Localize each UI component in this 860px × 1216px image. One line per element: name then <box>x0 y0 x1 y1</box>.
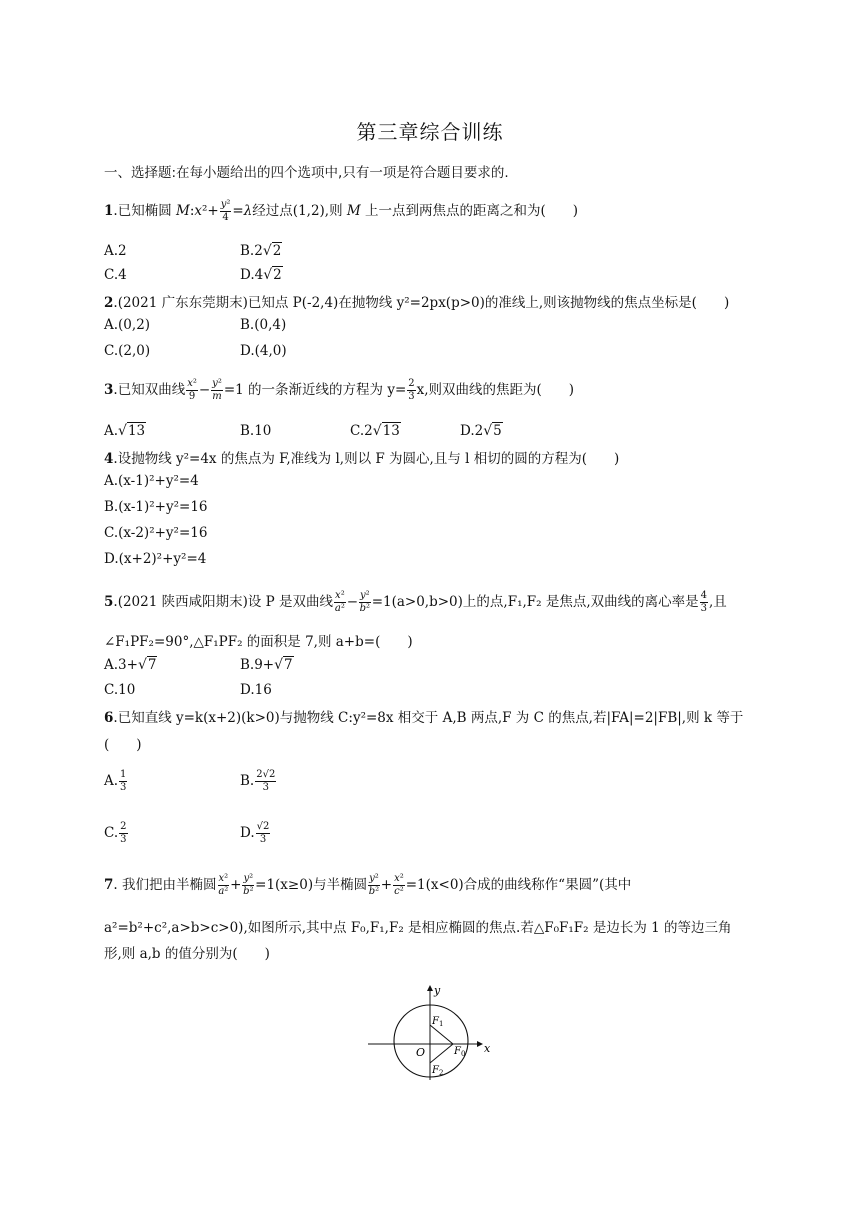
question-7-stem-line2: a²=b²+c²,a>b>c>0),如图所示,其中点 F₀,F₁,F₂ 是相应椭圆的焦点.若△F₀F₁F₂ 是边长为 1 的等边三角 <box>104 920 732 936</box>
q2-option-c[interactable]: C.(2,0) <box>104 343 151 359</box>
question-7-stem: 7. 我们把由半椭圆 $\frac{\text{x²}}{\text{a²}}$ + $\frac{\text{y²}}{\text{b²}}$ =1(x≥0)与半椭圆 $\frac{\text{y²}}{\text{b²}}$ + $\frac{\text{x²}}{\text{c²}}$ =1(x<0)合成的曲线称作“果圆”(其中 <box>104 873 632 897</box>
question-2-stem: 2.(2021 广东东莞期末)已知点 P(-2,4)在抛物线 y²=2px(p>0)的准线上,则该抛物线的焦点坐标是( ) <box>104 295 730 311</box>
question-1-stem: 1.已知椭圆 M:x²+ $\frac{\text{y²}}{4}$ =λ经过点(1,2),则 M 上一点到两焦点的距离之和为( ) <box>104 199 579 223</box>
q6-option-c[interactable]: C. $\frac{2}{3}$ <box>104 821 127 845</box>
q3-option-a[interactable]: A.√13 <box>104 423 146 439</box>
question-5-stem-line2: ∠F₁PF₂=90°,△F₁PF₂ 的面积是 7,则 a+b=( ) <box>104 634 413 650</box>
section-heading: 一、选择题:在每小题给出的四个选项中,只有一项是符合题目要求的. <box>104 165 509 181</box>
page-title: 第三章综合训练 <box>356 120 504 144</box>
left-half-ellipse <box>394 1005 430 1077</box>
q2-option-a[interactable]: A.(0,2) <box>104 317 151 333</box>
q1-option-c[interactable]: C.4 <box>104 267 127 283</box>
q3-option-d[interactable]: D.2√5 <box>460 423 502 439</box>
q6-option-d[interactable]: D. $\frac{√2}{3}$ <box>240 821 270 845</box>
f1-label: $F_1$ <box>432 1016 444 1028</box>
q5-option-c[interactable]: C.10 <box>104 682 136 698</box>
q3-option-b[interactable]: B.10 <box>240 423 272 439</box>
q3-option-c[interactable]: C.2√13 <box>350 423 400 439</box>
q4-option-c[interactable]: C.(x-2)²+y²=16 <box>104 525 208 541</box>
q6-option-b[interactable]: B. $\frac{2√2}{3}$ <box>240 769 276 793</box>
origin-label: O <box>416 1046 426 1059</box>
q5-option-d[interactable]: D.16 <box>240 682 272 698</box>
q1-option-a[interactable]: A.2 <box>104 243 127 259</box>
q5-option-a[interactable]: A.3+√7 <box>104 657 157 673</box>
question-7-stem-line3: 形,则 a,b 的值分别为( ) <box>104 946 270 962</box>
q4-option-b[interactable]: B.(x-1)²+y²=16 <box>104 499 208 515</box>
fruit-curve-figure <box>360 982 510 1082</box>
question-4-stem: 4.设抛物线 y²=4x 的焦点为 F,准线为 l,则以 F 为圆心,且与 l 相切的圆的方程为( ) <box>104 451 620 467</box>
q6-option-a[interactable]: A. $\frac{1}{3}$ <box>104 769 127 793</box>
q1-option-d[interactable]: D.4√2 <box>240 267 282 283</box>
question-5-stem: 5.(2021 陕西咸阳期末)设 P 是双曲线 $\frac{\text{x²}}{\text{a²}}$ − $\frac{\text{y²}}{\text{b²}}$ =1(a>0,b>0)上的点,F₁,F₂ 是焦点,双曲线的离心率是 $\frac{4}{3}$ ,且 <box>104 590 727 614</box>
q1-option-b[interactable]: B.2√2 <box>240 243 282 259</box>
q5-option-b[interactable]: B.9+√7 <box>240 657 293 673</box>
y-axis-label: y <box>434 984 441 997</box>
q4-option-a[interactable]: A.(x-1)²+y²=4 <box>104 473 199 489</box>
question-6-stem: 6.已知直线 y=k(x+2)(k>0)与抛物线 C:y²=8x 相交于 A,B 两点,F 为 C 的焦点,若|FA|=2|FB|,则 k 等于 <box>104 710 744 726</box>
question-6-stem-line2: ( ) <box>104 737 142 753</box>
q4-option-d[interactable]: D.(x+2)²+y²=4 <box>104 551 207 567</box>
f2-label: $F_2$ <box>432 1065 444 1077</box>
question-3-stem: 3.已知双曲线 $\frac{\text{x²}}{9}$ − $\frac{\text{y²}}{m}$ =1 的一条渐近线的方程为 y= $\frac{2}{3}$ x,则双曲线的焦距为( ) <box>104 378 575 402</box>
q2-option-b[interactable]: B.(0,4) <box>240 317 287 333</box>
q2-option-d[interactable]: D.(4,0) <box>240 343 287 359</box>
x-axis-label: x <box>484 1042 491 1055</box>
f0-label: $F_0$ <box>454 1046 466 1058</box>
